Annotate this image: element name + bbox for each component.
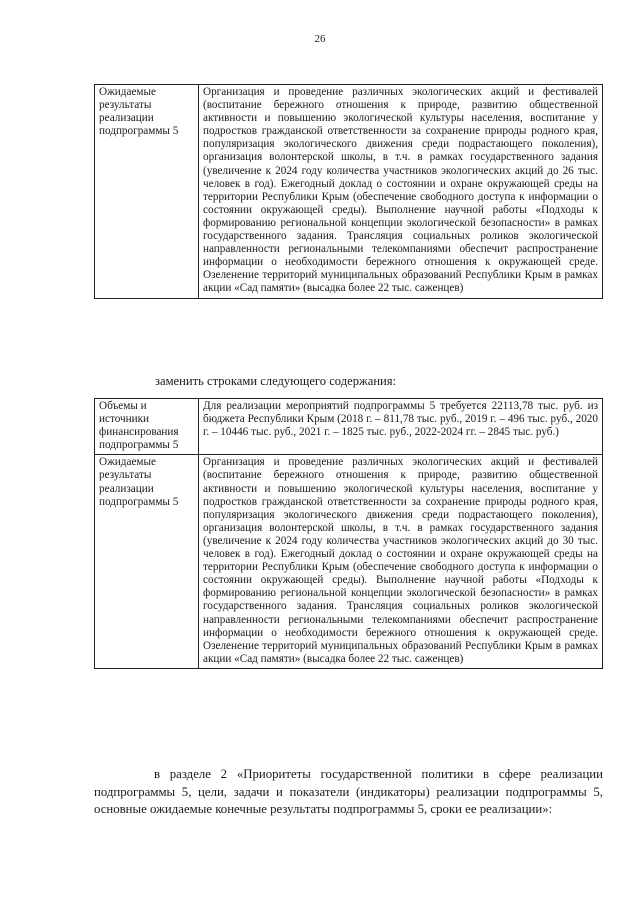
row-text-expected-results: Организация и проведение различных экологических акций и фестивалей (воспитание бережного отношения к природе, развитию общественной активности и повышению экологической культуры населения, воспитание у подростков гражданской ответственности за сохранение природы родного края, популяризация экологического движения среди подрастающего поколения), организация волонтерской школы, в т.ч. в рамках государственного задания (увеличение к 2024 году количества участников экологических акций до 26 тыс. человек в год). Ежегодный доклад о состоянии и охране окружающей среды на территории Республики Крым (обеспечение свободного доступа к информации о состоянии окружающей среды). Выполнение научной работы «Подходы к формированию региональной концепции экологической безопасности» в рамках государственного задания. Трансляция социальных роликов экологической направленности региональными телекомпаниями обеспечит распространение информации о необходимости бережного отношения к окружающей среде. Озеленение территорий муниципальных образований Республики Крым в рамках акции «Сад памяти» (высадка более 22 тыс. саженцев) (199, 85, 603, 299)
replace-phrase: заменить строками следующего содержания: (155, 374, 397, 388)
row-label-expected-results: Ожидаемые результаты реализации подпрограммы 5 (95, 455, 199, 669)
original-passport-table (94, 84, 603, 299)
table-row (95, 399, 603, 455)
table-row (95, 85, 603, 299)
table-row (95, 455, 603, 669)
section-intro-paragraph: в разделе 2 «Приоритеты государственной политики в сфере реализации подпрограммы 5, цели, задачи и показатели (индикаторы) реализации подпрограммы 5, основные ожидаемые конечные результаты подпрограммы 5, сроки ее реализации»: (94, 767, 603, 816)
page-number: 26 (314, 33, 326, 45)
row-text-financing: Для реализации мероприятий подпрограммы 5 требуется 22113,78 тыс. руб. из бюджета Республики Крым (2018 г. – 811,78 тыс. руб., 2019 г. – 496 тыс. руб., 2020 г. – 10446 тыс. руб., 2021 г. – 1825 тыс. руб., 2022-2024 гг. – 2845 тыс. руб.) (199, 399, 603, 455)
replacement-passport-table (94, 398, 603, 669)
row-label-financing: Объемы и источники финансирования подпрограммы 5 (95, 399, 199, 455)
row-text-expected-results: Организация и проведение различных экологических акций и фестивалей (воспитание бережного отношения к природе, развитию общественной активности и повышению экологической культуры населения, воспитание у подростков гражданской ответственности за сохранение природы родного края, популяризация экологического движения среди подрастающего поколения), организация волонтерской школы, в т.ч. в рамках государственного задания (увеличение к 2024 году количества участников экологических акций до 30 тыс. человек в год). Ежегодный доклад о состоянии и охране окружающей среды на территории Республики Крым (обеспечение свободного доступа к информации о состоянии окружающей среды). Выполнение научной работы «Подходы к формированию региональной концепции экологической безопасности» в рамках государственного задания. Трансляция социальных роликов экологической направленности региональными телекомпаниями обеспечит распространение информации о необходимости бережного отношения к окружающей среде. Озеленение территорий муниципальных образований Республики Крым в рамках акции «Сад памяти» (высадка более 22 тыс. саженцев) (199, 455, 603, 669)
row-label-expected-results: Ожидаемые результаты реализации подпрограммы 5 (95, 85, 199, 299)
